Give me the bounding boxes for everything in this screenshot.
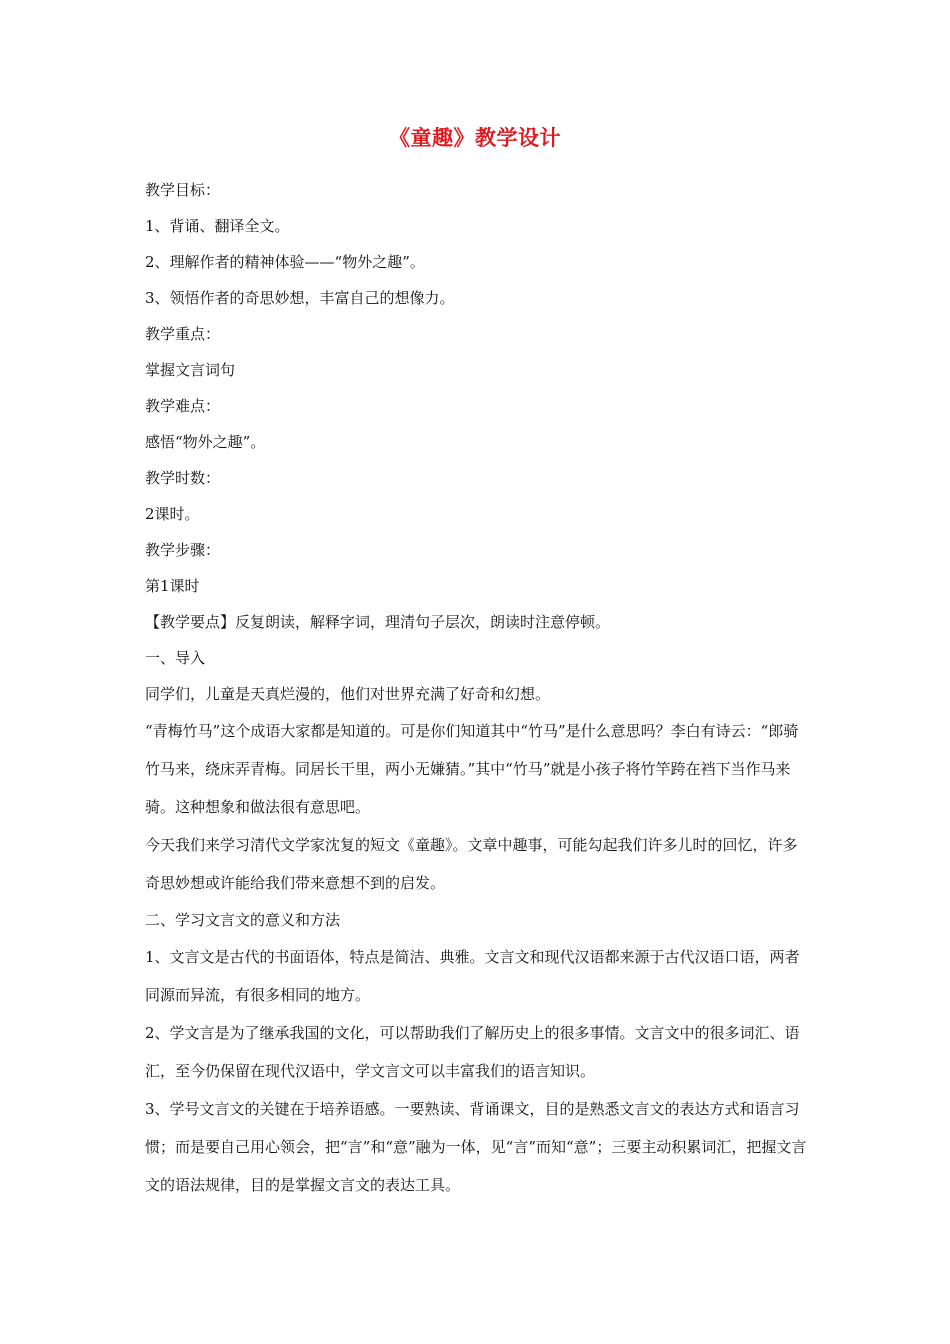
objective-item: 2、理解作者的精神体验——“物外之趣”。 bbox=[145, 253, 425, 271]
objective-item: 3、领悟作者的奇思妙想，丰富自己的想像力。 bbox=[145, 289, 455, 307]
heading-class-hours: 教学时数： bbox=[145, 469, 221, 487]
document-title: 《童趣》教学设计 bbox=[389, 126, 561, 150]
heading-key-points: 教学重点： bbox=[145, 325, 221, 343]
document-body bbox=[145, 172, 810, 1204]
difficulties-text: 感悟“物外之趣”。 bbox=[145, 433, 266, 451]
paragraph: 同学们，儿童是天真烂漫的，他们对世界充满了好奇和幻想。 bbox=[145, 685, 551, 703]
heading-steps: 教学步骤： bbox=[145, 541, 221, 559]
paragraph: 今天我们来学习清代文学家沈复的短文《童趣》。文章中趣事，可能勾起我们许多儿时的回忆，许多奇思妙想或许能给我们带来意想不到的启发。 bbox=[145, 836, 798, 892]
section-method-heading: 二、学习文言文的意义和方法 bbox=[145, 911, 341, 929]
paragraph: “青梅竹马”这个成语大家都是知道的。可是你们知道其中“竹马”是什么意思吗？李白有诗云：“郎骑竹马来，绕床弄青梅。同居长干里，两小无嫌猜。”其中“竹马”就是小孩子将竹竿跨在裆下当作马来骑。这种想象和做法很有意思吧。 bbox=[145, 722, 799, 816]
method-item: 1、文言文是古代的书面语体，特点是简洁、典雅。文言文和现代汉语都来源于古代汉语口语，两者同源而异流，有很多相同的地方。 bbox=[145, 948, 800, 1004]
heading-difficulties: 教学难点： bbox=[145, 397, 221, 415]
objective-item: 1、背诵、翻译全文。 bbox=[145, 217, 290, 235]
class-hours-text: 2课时。 bbox=[145, 505, 200, 523]
key-points-text: 掌握文言词句 bbox=[145, 361, 236, 379]
section-intro-heading: 一、导入 bbox=[145, 649, 206, 667]
heading-objectives: 教学目标： bbox=[145, 181, 221, 199]
lesson-one-heading: 第1课时 bbox=[145, 577, 200, 595]
method-item: 3、学号文言文的关键在于培养语感。一要熟读、背诵课文，目的是熟悉文言文的表达方式和语言习惯；而是要自己用心领会，把“言”和“意”融为一体，见“言”而知“意”；三要主动积累词汇，把握文言文的语法规律，目的是掌握文言文的表达工具。 bbox=[145, 1100, 807, 1194]
method-item: 2、学文言是为了继承我国的文化，可以帮助我们了解历史上的很多事情。文言文中的很多词汇、语汇，至今仍保留在现代汉语中，学文言文可以丰富我们的语言知识。 bbox=[145, 1024, 800, 1080]
lesson-key-points: 【教学要点】反复朗读，解释字词，理清句子层次，朗读时注意停顿。 bbox=[145, 613, 611, 631]
